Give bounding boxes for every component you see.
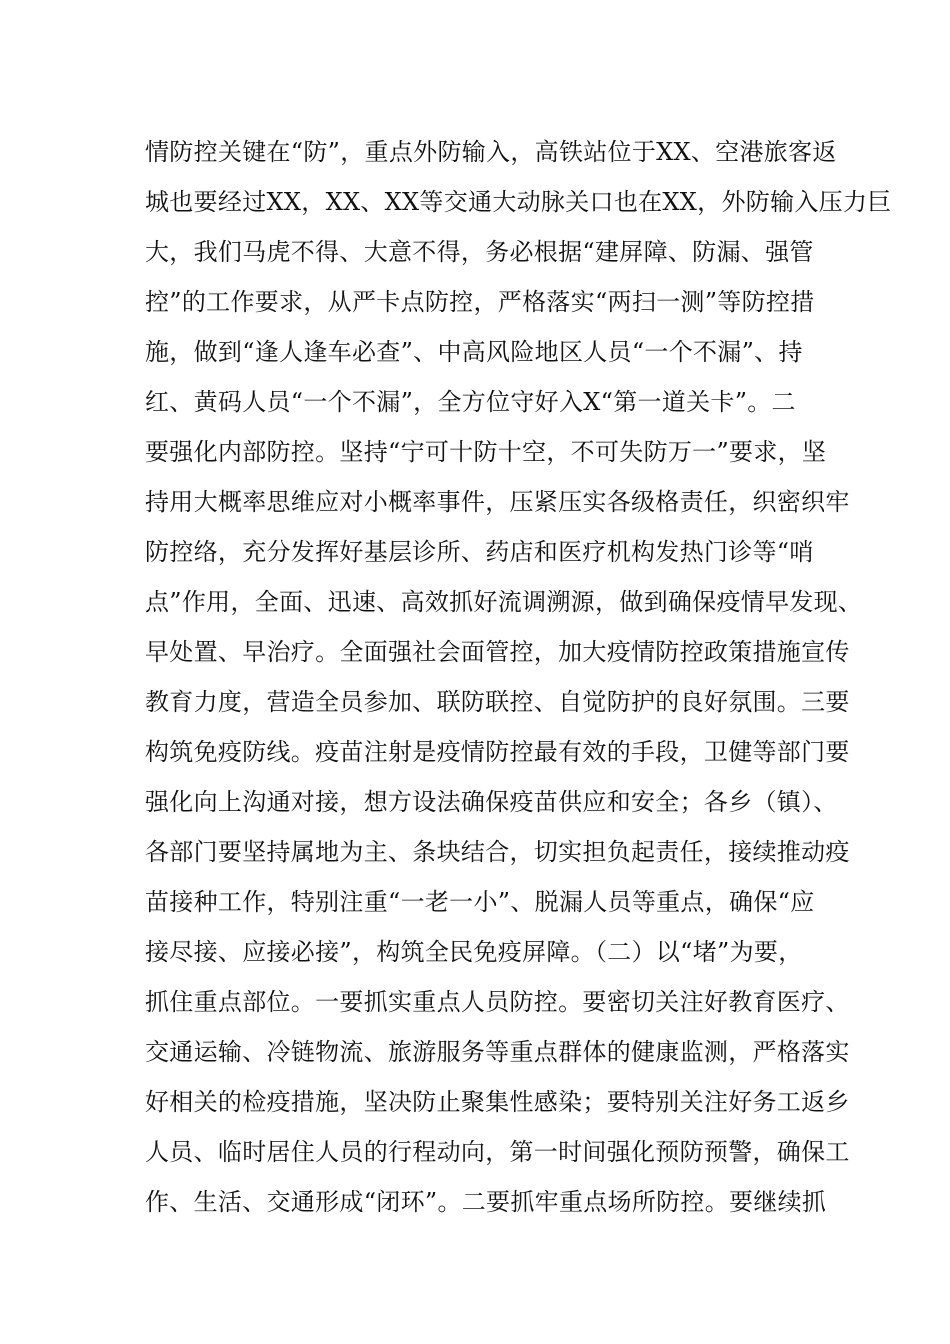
text-line: 苗接种工作，特别注重“一老一小”、脱漏人员等重点，确保“应 — [145, 888, 815, 916]
text-line: 接尽接、应接必接”，构筑全民免疫屏障。（二）以“堵”为要， — [145, 938, 803, 966]
text-line: 早处置、早治疗。全面强社会面管控，加大疫情防控政策措施宣传 — [145, 638, 850, 666]
text-line: 强化向上沟通对接，想方设法确保疫苗供应和安全；各乡（镇）、 — [145, 788, 838, 816]
text-line: 要强化内部防控。坚持“宁可十防十空，不可失防万一”要求，坚 — [145, 438, 827, 466]
text-line: 大，我们马虎不得、大意不得，务必根据“建屏障、防漏、强管 — [145, 238, 814, 266]
text-line: 防控络，充分发挥好基层诊所、药店和医疗机构发热门诊等“哨 — [145, 538, 814, 566]
text-line: 点”作用，全面、迅速、高效抓好流调溯源，做到确保疫情早发现、 — [145, 588, 863, 616]
text-line: 城也要经过XX，XX、XX等交通大动脉关口也在XX，外防输入压力巨 — [145, 188, 892, 216]
body-text — [145, 127, 892, 1227]
text-line: 交通运输、冷链物流、旅游服务等重点群体的健康监测，严格落实 — [145, 1038, 850, 1066]
text-line: 人员、临时居住人员的行程动向，第一时间强化预防预警，确保工 — [145, 1138, 850, 1166]
text-line: 抓住重点部位。一要抓实重点人员防控。要密切关注好教育医疗、 — [145, 988, 850, 1016]
text-line: 作、生活、交通形成“闭环”。二要抓牢重点场所防控。要继续抓 — [145, 1188, 827, 1216]
text-line: 教育力度，营造全员参加、联防联控、自觉防护的良好氛围。三要 — [145, 688, 850, 716]
text-line: 构筑免疫防线。疫苗注射是疫情防控最有效的手段，卫健等部门要 — [145, 738, 850, 766]
text-line: 红、黄码人员“一个不漏”，全方位守好入X“第一道关卡”。二 — [145, 388, 796, 416]
text-line: 情防控关键在“防”，重点外防输入，高铁站位于XX、空港旅客返 — [145, 138, 837, 166]
text-line: 持用大概率思维应对小概率事件，压紧压实各级格责任，织密织牢 — [145, 488, 850, 516]
text-line: 控”的工作要求，从严卡点防控，严格落实“两扫一测”等防控措 — [145, 288, 815, 316]
text-line: 施，做到“逢人逢车必查”、中高风险地区人员“一个不漏”、持 — [145, 338, 803, 366]
text-line: 各部门要坚持属地为主、条块结合，切实担负起责任，接续推动疫 — [145, 838, 850, 866]
text-line: 好相关的检疫措施，坚决防止聚集性感染；要特别关注好务工返乡 — [145, 1088, 850, 1116]
